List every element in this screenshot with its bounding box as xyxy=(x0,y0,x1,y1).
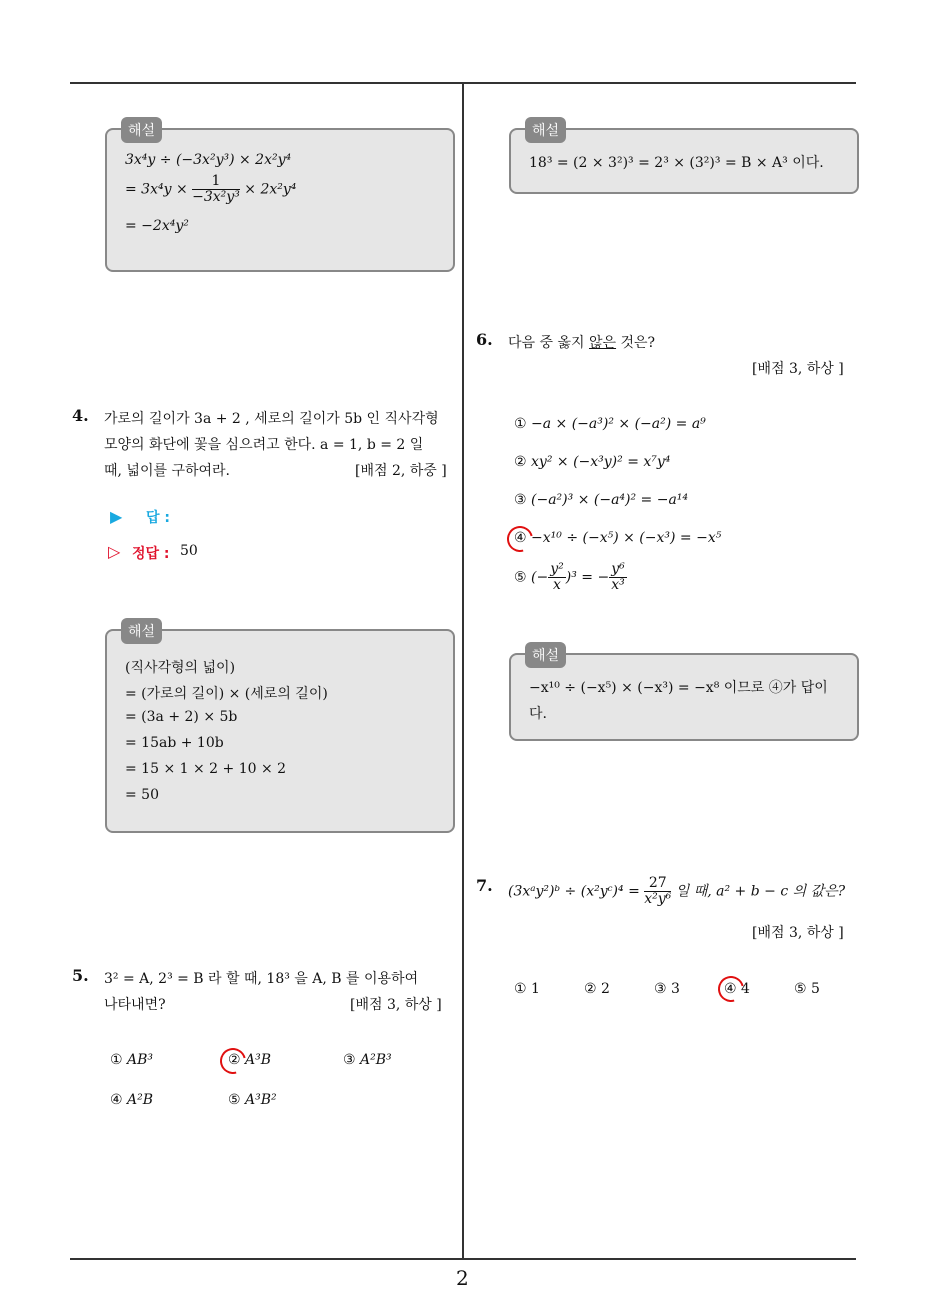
page-number: 2 xyxy=(456,1266,469,1290)
solution-line: = 50 xyxy=(125,787,159,803)
correct-answer-arrow-icon: ▷ xyxy=(108,542,121,561)
option-mark: ① xyxy=(514,981,527,997)
question-stem-underlined: 않은 xyxy=(588,335,617,351)
option-mark: ① xyxy=(110,1052,123,1068)
bottom-rule xyxy=(70,1258,856,1260)
question-stem: 다음 중 옳지 xyxy=(508,335,589,351)
answer-circle-mark xyxy=(215,1043,251,1079)
option-mark: ② xyxy=(228,1052,241,1068)
option-text: xy² × (−x³y)² = x⁷y⁴ xyxy=(531,454,671,470)
option-text: A³B xyxy=(245,1052,272,1068)
option-text: 3 xyxy=(671,981,680,997)
solution-line: = −2x⁴y² xyxy=(125,218,189,234)
option-1[interactable] xyxy=(514,416,706,432)
solution-text: = 3x⁴y × xyxy=(125,181,193,198)
answer-circle-mark xyxy=(502,521,538,557)
solution-line: = (가로의 길이) × (세로의 길이) xyxy=(125,686,328,702)
question-text: 나타내면? xyxy=(104,997,166,1013)
option-5[interactable] xyxy=(514,562,627,593)
correct-answer-label: 정답 : xyxy=(132,546,170,562)
option-mark: ④ xyxy=(514,530,527,546)
fraction-denominator: x xyxy=(553,577,561,593)
option-text: 5 xyxy=(811,981,820,997)
option-text: A²B xyxy=(127,1092,154,1108)
option-5[interactable] xyxy=(794,981,820,997)
option-text: (−a²)³ × (−a⁴)² = −a¹⁴ xyxy=(531,492,689,508)
question-text: 3² = A, 2³ = B 라 할 때, 18³ 을 A, B 를 이용하여 xyxy=(104,971,419,987)
option-2[interactable] xyxy=(584,981,610,997)
option-text: (− xyxy=(531,569,549,586)
solution-line: = 15 × 1 × 2 + 10 × 2 xyxy=(125,761,287,777)
option-1[interactable] xyxy=(514,981,540,997)
solution-tag: 해설 xyxy=(525,642,566,668)
option-4[interactable] xyxy=(110,1092,153,1108)
solution-tag: 해설 xyxy=(121,618,162,644)
points-label: [배점 2, 하중 ] xyxy=(355,463,447,479)
option-text: )³ = − xyxy=(565,569,610,586)
solution-box-q6 xyxy=(509,648,859,741)
solution-line: 3x⁴y ÷ (−3x²y³) × 2x²y⁴ xyxy=(125,152,292,168)
option-mark: ② xyxy=(584,981,597,997)
fraction-denominator: x³ xyxy=(611,577,625,593)
solution-line: (직사각형의 넓이) xyxy=(125,660,236,676)
solution-box-q4 xyxy=(105,624,455,833)
option-text: 4 xyxy=(741,981,750,997)
question-text: 모양의 화단에 꽃을 심으려고 한다. a = 1, b = 2 일 xyxy=(104,437,424,453)
fraction xyxy=(548,562,566,593)
option-text: A²B³ xyxy=(360,1052,392,1068)
option-mark: ④ xyxy=(110,1092,123,1108)
option-mark: ⑤ xyxy=(228,1092,241,1108)
answer-label: 답 : xyxy=(146,510,170,526)
option-text: 2 xyxy=(601,981,610,997)
fraction-numerator: 1 xyxy=(192,174,240,190)
solution-line: = (3a + 2) × 5b xyxy=(125,709,238,725)
fraction-numerator: 27 xyxy=(644,876,671,892)
option-text: −a × (−a³)² × (−a²) = a⁹ xyxy=(531,416,706,432)
question-stem: 것은? xyxy=(616,335,656,351)
option-2[interactable] xyxy=(514,454,670,470)
solution-tag: 해설 xyxy=(121,117,162,143)
solution-tag: 해설 xyxy=(525,117,566,143)
solution-text: × 2x²y⁴ xyxy=(239,181,297,198)
correct-answer-value: 50 xyxy=(180,543,198,559)
solution-line: 다. xyxy=(529,706,547,722)
question-text: 가로의 길이가 3a + 2 , 세로의 길이가 5b 인 직사각형 xyxy=(104,411,439,427)
points-label: [배점 3, 하상 ] xyxy=(350,997,442,1013)
fraction-denominator: x²y⁶ xyxy=(644,891,672,907)
option-text: A³B² xyxy=(245,1092,277,1108)
option-3[interactable] xyxy=(343,1052,392,1068)
fraction-denominator: −3x²y³ xyxy=(192,189,240,205)
question-text xyxy=(508,876,845,907)
solution-box-q3 xyxy=(105,123,455,272)
question-number: 4. xyxy=(72,406,89,425)
option-mark: ① xyxy=(514,416,527,432)
option-mark: ③ xyxy=(514,492,527,508)
column-divider xyxy=(462,83,464,1260)
question-number: 7. xyxy=(476,876,493,895)
option-text: AB³ xyxy=(127,1052,154,1068)
option-5[interactable] xyxy=(228,1092,277,1108)
answer-circle-mark xyxy=(713,971,749,1007)
option-3[interactable] xyxy=(654,981,680,997)
option-mark: ③ xyxy=(654,981,667,997)
option-1[interactable] xyxy=(110,1052,153,1068)
option-mark: ⑤ xyxy=(514,569,527,586)
fraction-numerator: y⁶ xyxy=(611,561,625,577)
solution-box-q5 xyxy=(509,123,859,194)
solution-line: 18³ = (2 × 3²)³ = 2³ × (3²)³ = B × A³ 이다. xyxy=(529,155,824,171)
fraction xyxy=(644,876,671,907)
option-3[interactable] xyxy=(514,492,688,508)
question-stem: (3xᵃy²)ᵇ ÷ (x²yᶜ)⁴ = xyxy=(508,883,645,900)
question-number: 5. xyxy=(72,966,89,985)
option-text: 1 xyxy=(531,981,540,997)
question-text: 때, 넓이를 구하여라. xyxy=(104,463,230,479)
question-text xyxy=(508,332,655,352)
solution-line: = 15ab + 10b xyxy=(125,735,224,751)
solution-line: −x¹⁰ ÷ (−x⁵) × (−x³) = −x⁸ 이므로 ④가 답이 xyxy=(529,680,828,696)
option-mark: ② xyxy=(514,454,527,470)
option-4[interactable] xyxy=(514,530,721,546)
points-label: [배점 3, 하상 ] xyxy=(752,925,844,941)
points-label: [배점 3, 하상 ] xyxy=(752,361,844,377)
fraction xyxy=(609,562,627,593)
fraction-numerator: y² xyxy=(550,561,564,577)
fraction xyxy=(192,174,240,205)
answer-arrow-icon: ▶ xyxy=(110,507,123,526)
option-text: −x¹⁰ ÷ (−x⁵) × (−x³) = −x⁵ xyxy=(531,530,722,546)
question-number: 6. xyxy=(476,330,493,349)
option-mark: ③ xyxy=(343,1052,356,1068)
solution-line xyxy=(125,174,296,205)
question-stem: 일 때, a² + b − c 의 값은? xyxy=(671,883,846,900)
option-mark: ⑤ xyxy=(794,981,807,997)
option-mark: ④ xyxy=(724,981,737,997)
